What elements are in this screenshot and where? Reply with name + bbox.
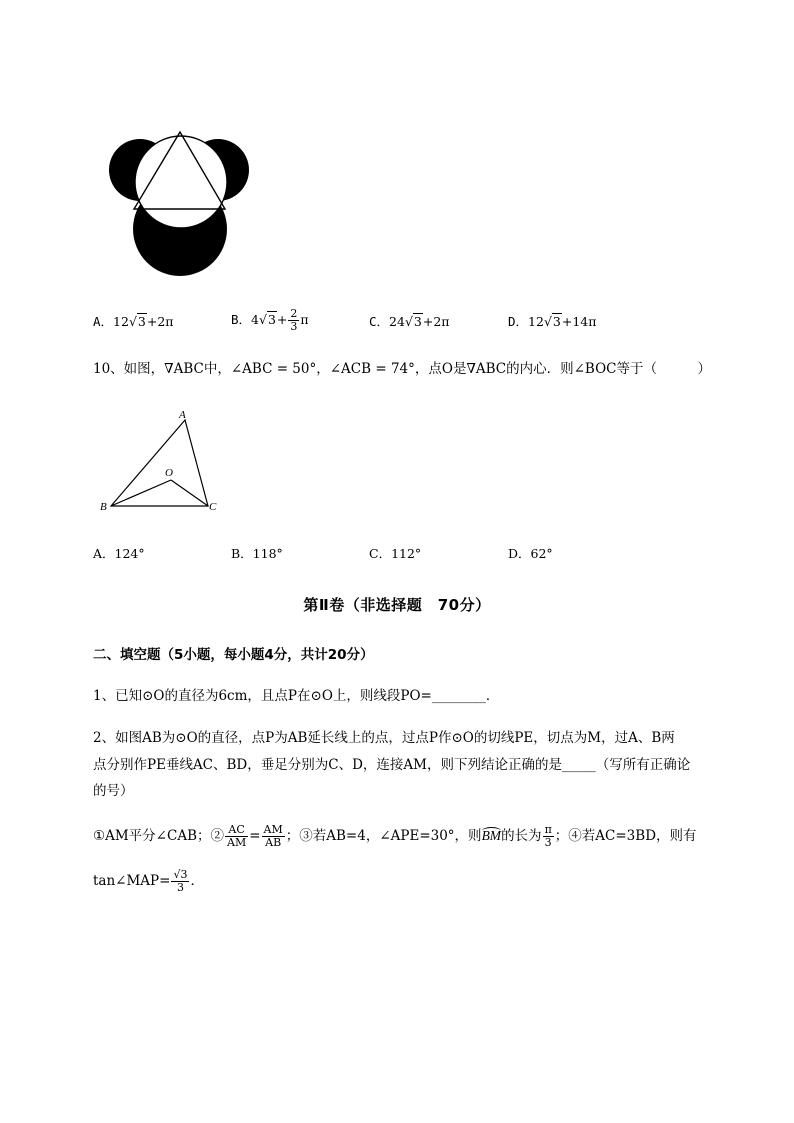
fraction: $\frac{2}{3}$ (290, 307, 298, 333)
q10-option-c[interactable]: C．112° (369, 546, 422, 561)
sqrt-symbol: √3 (404, 314, 422, 329)
q10-option-a[interactable]: A．124° (93, 546, 145, 561)
q10-question: 10、如图，∇ABC中，∠ABC = 50°，∠ACB = 74°，点O是∇ABC的内心．则∠BOC等于（ ） (93, 361, 711, 377)
sqrt-symbol: √3 (258, 312, 276, 327)
left-black-lune (109, 139, 171, 201)
fill-question-2-line3: 的号） (93, 783, 134, 799)
fraction-pi-3: $\frac{\pi}{3}$ (544, 823, 552, 849)
q9-option-b[interactable]: B．4√3+ $\frac{2}{3}$ π (231, 307, 309, 333)
bottom-black-lune (133, 182, 227, 276)
fill-question-2-line2: 点分别作PE垂线AC、BD，垂足分别为C、D，连接AM，则下列结论正确的是_____（写所有正确论 (93, 757, 691, 773)
label-c: C (209, 501, 217, 513)
triangle-abc-figure (96, 406, 226, 518)
label-o: O (165, 467, 173, 479)
right-black-lune (187, 139, 249, 201)
fraction-ac-am: $\frac{AC}{AM}$ (227, 823, 247, 849)
label-b: B (100, 501, 107, 513)
fill-question-2-conclusions: ①AM平分∠CAB；② $\frac{AC}{AM}$ = $\frac{AM}{AB}$ ；③若AB=4，∠APE=30°，则BM的长为 $\frac{\pi}{3}$ ；④若AC=3BD，则有 (93, 823, 697, 849)
q9-option-c[interactable]: C．24√3+2π (369, 314, 450, 329)
arc-bm: BM (481, 828, 502, 843)
q9-option-a[interactable]: A．12√3+2π (93, 314, 174, 329)
sqrt-symbol: √3 (128, 314, 146, 329)
fill-question-2-line1: 2、如图AB为⊙O的直径，点P为AB延长线上的点，过点P作⊙O的切线PE，切点为M，过A、B两 (93, 730, 675, 746)
fraction-am-ab: $\frac{AM}{AB}$ (263, 823, 283, 849)
q10-option-b[interactable]: B．118° (231, 546, 283, 561)
circles-triangle-figure (100, 118, 260, 278)
fill-question-1: 1、已知⊙O的直径为6cm，且点P在⊙O上，则线段PO=________． (93, 688, 500, 704)
main-circle (135, 136, 227, 228)
fill-question-2-tan: tan∠MAP= $\frac{√3}{3}$ ． (93, 868, 204, 894)
fraction-sqrt3-3: $\frac{√3}{3}$ (173, 868, 188, 894)
segment-bo (111, 480, 171, 506)
part-two-title: 第Ⅱ卷（非选择题 70分） (303, 596, 491, 614)
section-two-heading: 二、填空题（5小题，每小题4分，共计20分） (93, 647, 374, 663)
label-a: A (179, 409, 186, 421)
triangle-abc (111, 420, 208, 506)
q9-option-d[interactable]: D．12√3+14π (508, 314, 597, 329)
sqrt-symbol: √3 (543, 314, 561, 329)
q10-option-d[interactable]: D．62° (508, 546, 553, 561)
